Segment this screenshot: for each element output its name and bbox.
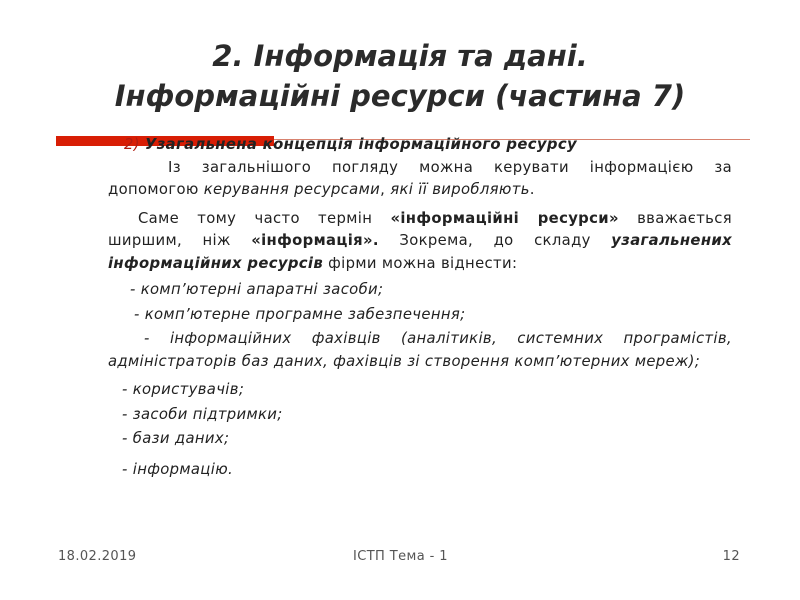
p1-text-2: керування ресурсами (203, 181, 381, 198)
p2-text-6: узагальнених інформаційних ресурсів (108, 232, 732, 272)
paragraph-1 (108, 157, 732, 202)
p2-text-4: «інформація». (251, 232, 379, 249)
list-item: - комп’ютерне програмне забезпечення; (134, 305, 466, 323)
slide-title (0, 36, 800, 116)
p1-text-5: . (529, 181, 535, 198)
footer-center-text: ІСТП Тема - 1 (353, 549, 448, 564)
subheading-number: 2) (124, 136, 140, 153)
slide-title-line1: 2. Інформація та дані. (212, 39, 588, 73)
p1-text-4: які її виробляють (390, 181, 530, 198)
p2-text-2: «інформаційні ресурси» (390, 209, 619, 227)
p1-text-1: Із загальнішого погляду можна керувати інформацією за допомогою (108, 158, 732, 198)
list-item: - комп’ютерні апаратні засоби; (130, 281, 384, 298)
p2-text-1: Саме тому часто термін (138, 209, 391, 227)
list-item: - користувачів; (122, 381, 245, 398)
subheading (108, 134, 732, 157)
slide-body (108, 134, 732, 481)
list-item: - інформаційних фахівців (аналітиків, системних програмістів, адміністраторів баз даних, фахівців зі створення комп’ютерних мереж); (108, 330, 732, 370)
p2-text-3: вважається ширшим, ніж (108, 209, 732, 249)
p2-text-5: Зокрема, до складу (378, 232, 612, 249)
p2-text-7: фірми можна віднести: (323, 254, 518, 272)
list-item: - засоби підтримки; (122, 405, 283, 423)
p1-text-3: , (380, 181, 391, 198)
list-item: - інформацію. (122, 460, 234, 478)
list-item: - бази даних; (122, 430, 230, 447)
page-number: 12 (722, 549, 740, 564)
footer-date: 18.02.2019 (58, 549, 137, 564)
paragraph-2 (108, 208, 732, 276)
subheading-text: Узагальнена концепція інформаційного ресурсу (144, 136, 577, 153)
slide-title-line2: Інформаційні ресурси (частина 7) (114, 79, 686, 113)
